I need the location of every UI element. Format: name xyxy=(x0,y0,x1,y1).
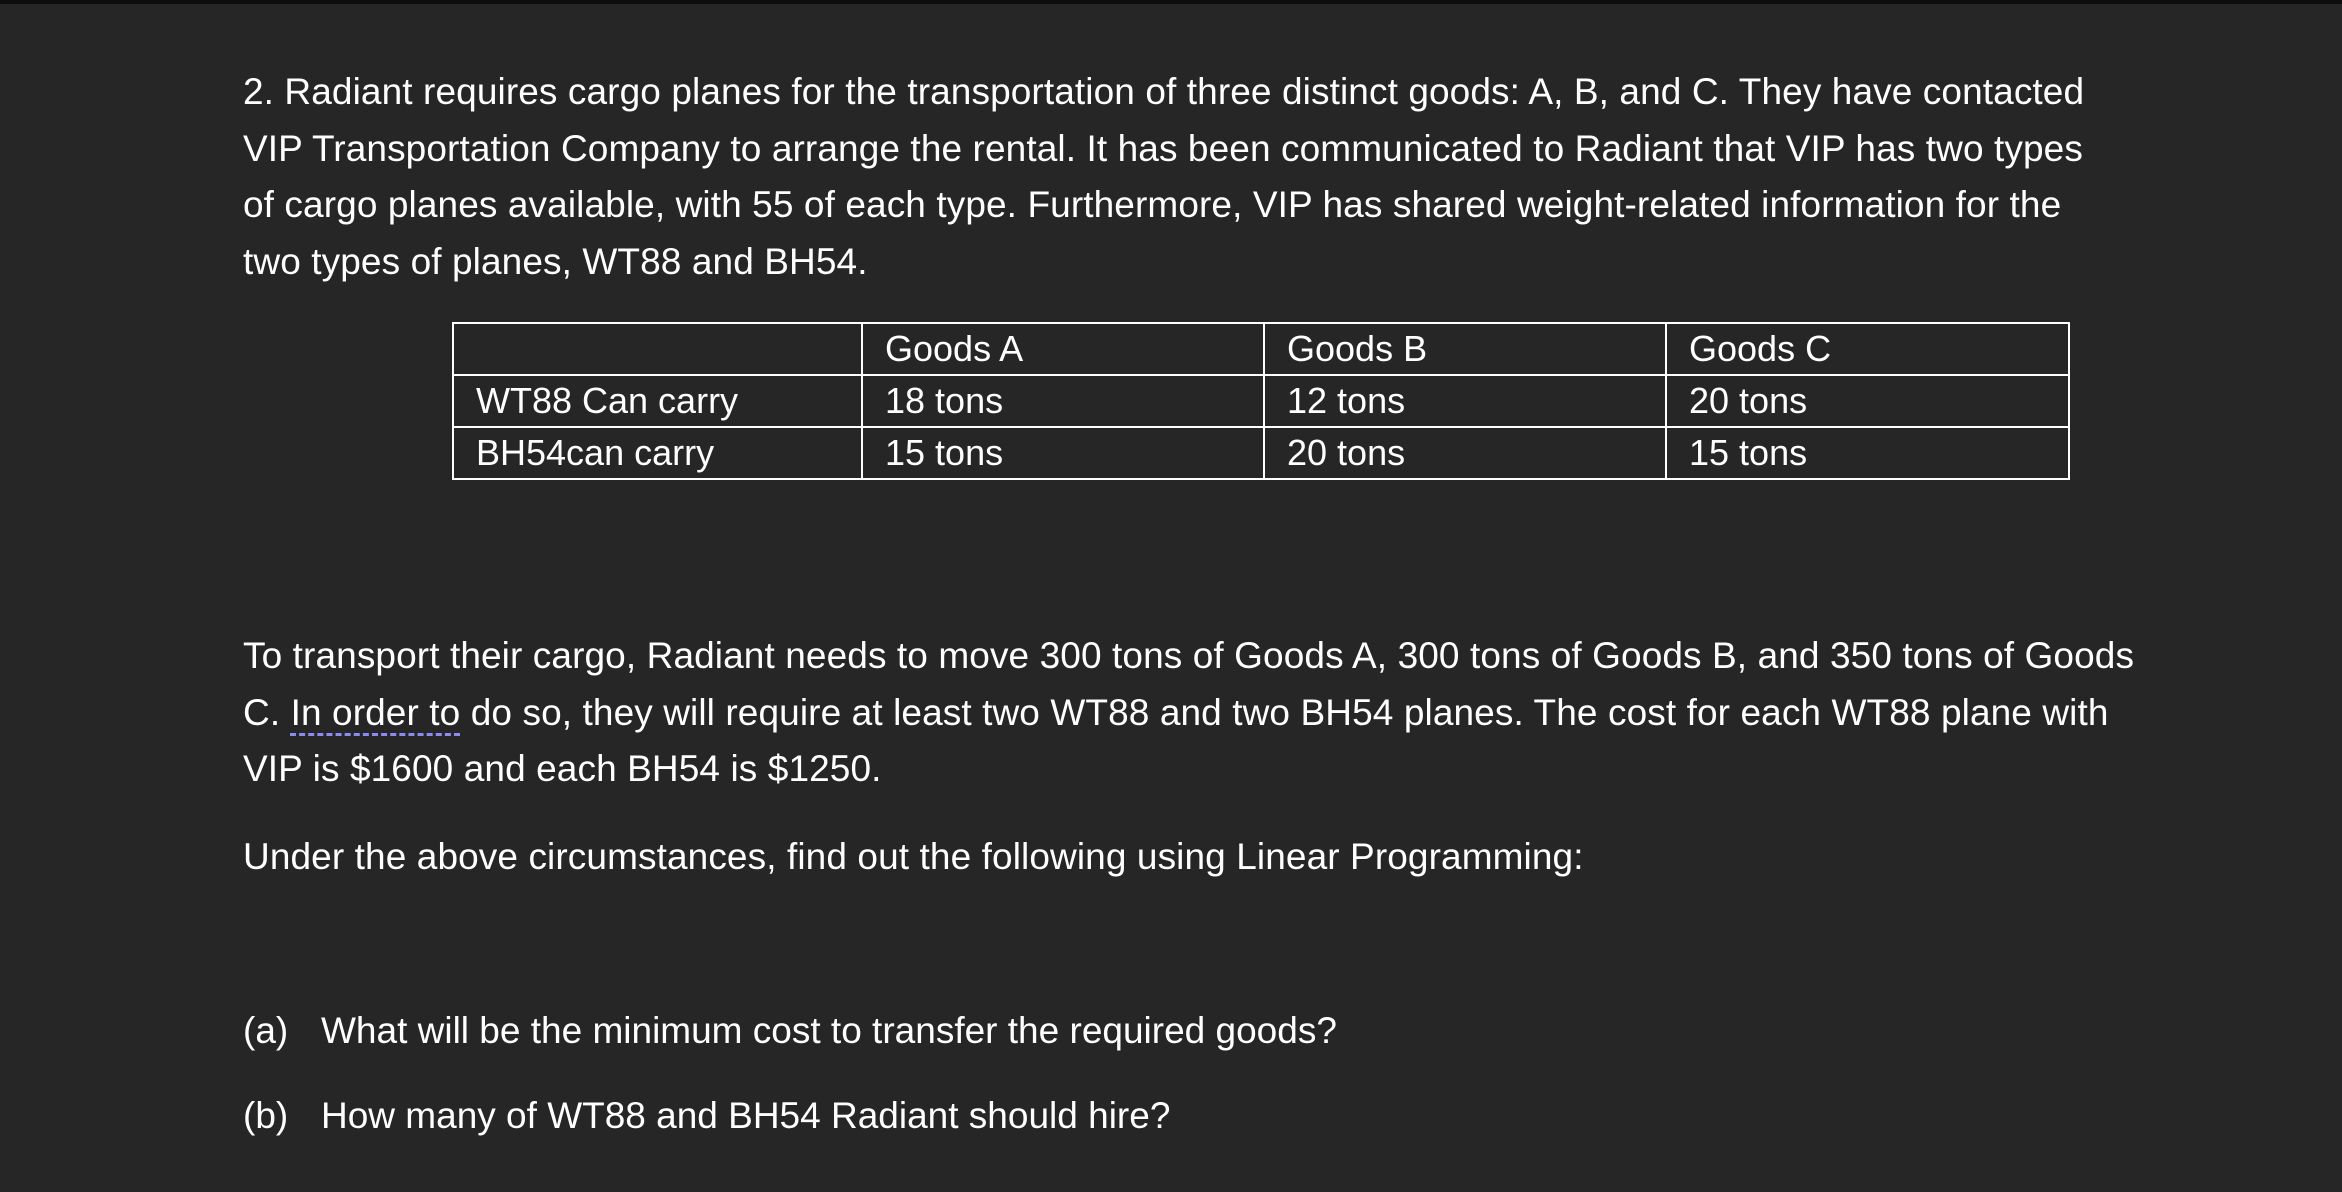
question-b xyxy=(243,1088,1170,1144)
table-row xyxy=(453,375,2069,427)
table-cell: 20 tons xyxy=(1264,427,1666,479)
instruction-text: Under the above circumstances, find out the following using Linear Programming: xyxy=(243,836,1584,877)
table-header-cell: Goods B xyxy=(1264,323,1666,375)
table-row xyxy=(453,427,2069,479)
problem-intro: 2. Radiant requires cargo planes for the transportation of three distinct goods: A, B, and C. They have contacted VIP Transportation Company to arrange the rental. It has been communicated to Radiant that VIP has two types of cargo planes available, with 55 of each type. Furthermore, VIP has shared weight-related information for the two types of planes, WT88 and BH54. xyxy=(243,71,2085,282)
requirements-text-2: do so, they will require at least two WT88 and two BH54 planes. The cost for each WT88 plane with VIP is $1600 and each BH54 is $1250. xyxy=(243,691,2109,789)
table-header-cell xyxy=(453,323,862,375)
table-header-cell: Goods A xyxy=(862,323,1264,375)
question-text: How many of WT88 and BH54 Radiant should hire? xyxy=(321,1095,1171,1136)
table-cell: 15 tons xyxy=(1666,427,2069,479)
table-header-row xyxy=(453,323,2069,375)
question-a xyxy=(243,1003,1337,1059)
document-page xyxy=(243,64,2173,1136)
requirements-text-1: To transport their cargo, Radiant needs to move 300 tons of Goods A, 300 tons of Goods B, and 350 tons of Goods C. xyxy=(243,635,2135,733)
question-text: What will be the minimum cost to transfer the required goods? xyxy=(321,1010,1337,1051)
table-cell: BH54can carry xyxy=(453,427,862,479)
grammar-flagged-phrase[interactable]: In order to xyxy=(290,691,461,733)
table-cell: 15 tons xyxy=(862,427,1264,479)
requirements-paragraph xyxy=(243,628,2143,798)
question-label: (a) xyxy=(243,1010,289,1051)
top-border xyxy=(0,0,2342,4)
question-label: (b) xyxy=(243,1095,289,1136)
table-cell: 18 tons xyxy=(862,375,1264,427)
table-cell: 12 tons xyxy=(1264,375,1666,427)
table-header-cell: Goods C xyxy=(1666,323,2069,375)
cargo-capacity-table xyxy=(452,322,2070,480)
table-cell: 20 tons xyxy=(1666,375,2069,427)
table-cell: WT88 Can carry xyxy=(453,375,862,427)
